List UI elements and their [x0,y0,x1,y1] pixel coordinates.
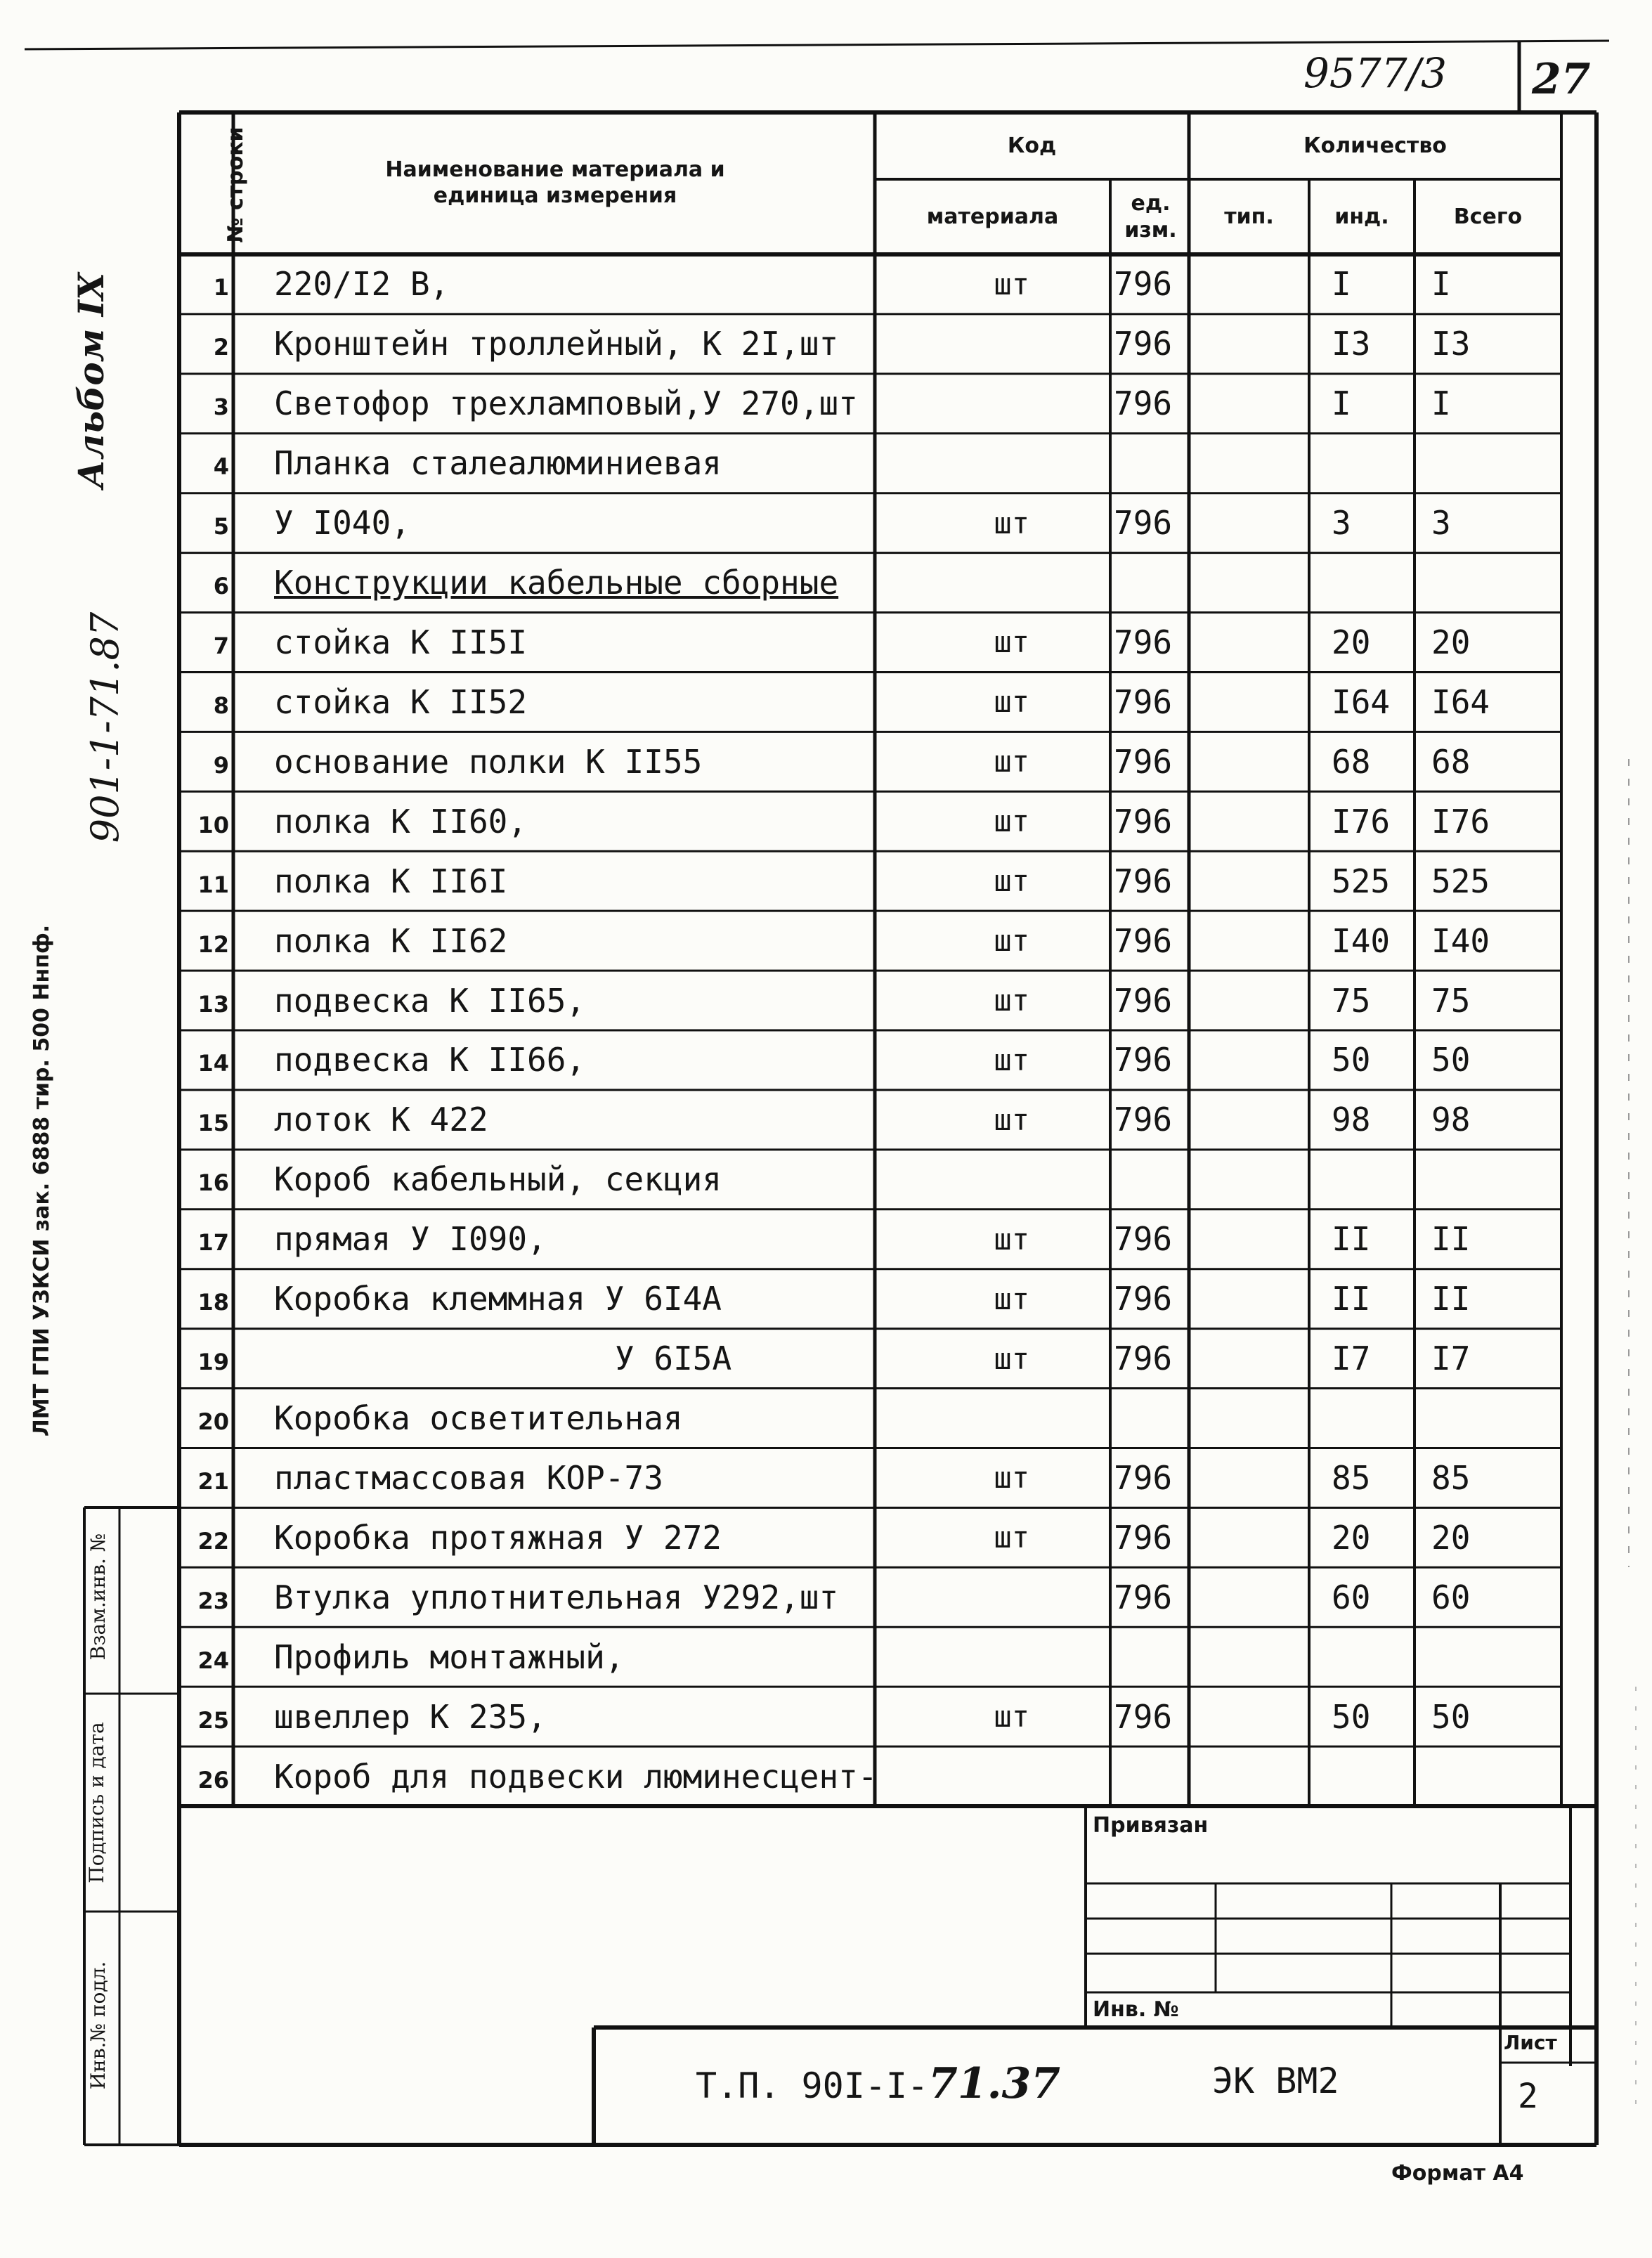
material-unit [812,1150,1029,1209]
material-name: полка К II62 [274,921,508,960]
row-number: 19 [197,1349,229,1376]
unit-code: 796 [1114,1458,1173,1497]
unit-code: 796 [1114,384,1173,423]
table-row [179,314,1561,374]
quantity-total: I [1431,265,1451,304]
material-name: полка К II6I [274,862,508,900]
quantity-individual [1332,1746,1412,1806]
material-unit: шт [994,1221,1029,1257]
material-unit: шт [994,684,1029,720]
material-unit [812,1389,1029,1448]
table-row [179,613,1561,673]
quantity-total [1431,1389,1544,1448]
table-row [179,1627,1561,1687]
material-name: подвеска К II66, [274,1041,586,1079]
table-row [179,1448,1561,1507]
material-name: Профиль монтажный, [274,1637,625,1676]
material-unit: шт [994,505,1029,540]
row-number: 4 [213,453,229,481]
material-name: лоток К 422 [274,1101,488,1139]
quantity-total [1431,1627,1544,1687]
side-stamp-replacement: Взам.инв. № [86,1533,110,1661]
material-name: Втулка уплотнительная У292,шт [274,1578,839,1616]
unit-code: 796 [1114,325,1173,363]
header-qty-ind: инд. [1334,204,1389,229]
quantity-individual: 3 [1332,504,1351,543]
material-name: стойка К II52 [274,682,528,721]
row-number: 15 [197,1110,229,1137]
album-label: Альбом IX [70,273,112,488]
document-number: 9577/3 [1303,49,1448,97]
quantity-total: II [1431,1280,1471,1318]
table-row [179,434,1561,493]
quantity-individual: II [1332,1280,1371,1318]
material-name: Коробка протяжная У 272 [274,1518,722,1557]
quantity-individual [1332,1627,1412,1687]
quantity-individual: I [1332,384,1351,423]
row-number: 20 [197,1408,229,1435]
stamp-sheet-label: Лист [1504,2031,1557,2054]
row-number: 6 [213,573,229,600]
quantity-individual: I3 [1332,325,1371,363]
format-label: Формат А4 [1391,2161,1524,2186]
table-row [179,1389,1561,1448]
quantity-total: 60 [1431,1578,1471,1616]
unit-code: 796 [1114,623,1173,661]
quantity-individual: 98 [1332,1101,1371,1139]
unit-code: 796 [1114,742,1173,781]
quantity-total: 20 [1431,623,1471,661]
table-row [179,1746,1561,1806]
unit-code: 796 [1114,1339,1173,1378]
quantity-total: 50 [1431,1697,1471,1736]
material-name: Конструкции кабельные сборные [274,564,839,602]
material-name: основание полки К II55 [274,742,703,781]
unit-code: 796 [1114,862,1173,900]
material-unit [812,1746,1029,1806]
stamp-privyazan: Привязан [1093,1813,1209,1838]
material-unit: шт [994,266,1029,301]
page-number: 27 [1532,55,1591,104]
row-number: 26 [197,1766,229,1793]
material-unit: шт [994,1699,1029,1734]
quantity-individual: I7 [1332,1339,1371,1378]
material-unit: шт [994,1341,1029,1376]
stamp-sheet-number: 2 [1518,2077,1538,2116]
table-row [179,1209,1561,1269]
material-name: полка К II60, [274,802,528,841]
header-quantity: Количество [1303,133,1447,158]
stamp-sheet-code: ЭК ВМ2 [1212,2061,1339,2101]
unit-code: 796 [1114,802,1173,841]
unit-code [1114,1150,1184,1209]
material-name: подвеска К II65, [274,981,586,1020]
material-name: Планка сталеалюминиевая [274,444,722,483]
table-row [179,1030,1561,1090]
material-name: пластмассовая КОР-73 [274,1458,663,1497]
quantity-individual: 50 [1332,1041,1371,1079]
row-number: 2 [213,334,229,361]
quantity-individual: I64 [1332,682,1391,721]
quantity-individual: 75 [1332,981,1371,1020]
material-unit: шт [994,804,1029,839]
table-row [179,851,1561,911]
material-name: стойка К II5I [274,623,528,661]
table-row [179,911,1561,971]
unit-code: 796 [1114,1578,1173,1616]
table-row [179,1687,1561,1746]
material-unit: шт [994,744,1029,779]
header-name: Наименование материала и единица измерения [385,157,725,208]
row-number: 13 [197,990,229,1018]
row-number: 21 [197,1467,229,1495]
header-qty-total: Всего [1453,204,1523,229]
quantity-total: 75 [1431,981,1471,1020]
unit-code [1114,434,1184,493]
row-number: 24 [197,1647,229,1674]
quantity-total: 525 [1431,862,1490,900]
unit-code [1114,1746,1184,1806]
material-name: Короб кабельный, секция [274,1160,722,1199]
table-row [179,672,1561,732]
material-unit: шт [994,1102,1029,1137]
row-number: 22 [197,1527,229,1555]
table-row [179,1150,1561,1209]
table-row [179,493,1561,553]
unit-code [1114,553,1184,613]
unit-code [1114,1389,1184,1448]
material-unit: шт [994,625,1029,660]
material-name: 220/I2 В, [274,265,450,304]
row-number: 3 [213,394,229,421]
quantity-total: I [1431,384,1451,423]
quantity-total: II [1431,1220,1471,1259]
quantity-total: 85 [1431,1458,1471,1497]
table-row [179,1507,1561,1567]
quantity-total: 68 [1431,742,1471,781]
material-unit: шт [994,1520,1029,1555]
quantity-individual [1332,1150,1412,1209]
stamp-title-prefix: Т.П. 90I-I- [696,2065,929,2106]
table-row [179,374,1561,434]
unit-code [1114,1627,1184,1687]
material-unit: шт [994,923,1029,959]
row-number: 10 [197,811,229,838]
material-unit: шт [994,864,1029,899]
table-row [179,1090,1561,1150]
row-number: 7 [213,632,229,659]
material-name: швеллер К 235, [274,1697,547,1736]
header-row-number: № строки [223,126,248,243]
print-order-info: ЛМТ ГПИ УЗКСИ зак. 6888 тир. 500 Ннпф. [30,924,54,1437]
quantity-individual: 60 [1332,1578,1371,1616]
quantity-total [1431,553,1544,613]
quantity-individual: I [1332,265,1351,304]
material-name: Светофор трехламповый,У 270,шт [274,384,858,423]
row-number: 11 [197,871,229,898]
quantity-individual: 20 [1332,1518,1371,1557]
quantity-individual: 85 [1332,1458,1371,1497]
table-row [179,1329,1561,1389]
material-unit [812,553,1029,613]
quantity-total: 50 [1431,1041,1471,1079]
unit-code: 796 [1114,1101,1173,1139]
side-stamp-signature: Подпись и дата [85,1722,108,1883]
table-row [179,791,1561,851]
quantity-total: I7 [1431,1339,1471,1378]
quantity-total: 3 [1431,504,1451,543]
material-name: прямая У I090, [274,1220,547,1259]
row-number: 14 [197,1050,229,1077]
table-row [179,732,1561,791]
header-unit-code: ед. изм. [1124,191,1177,242]
material-unit: шт [994,1042,1029,1077]
unit-code: 796 [1114,921,1173,960]
table-row [179,1567,1561,1627]
quantity-individual: 50 [1332,1697,1371,1736]
row-number: 23 [197,1587,229,1614]
unit-code: 796 [1114,1280,1173,1318]
quantity-individual: 68 [1332,742,1371,781]
table-row [179,254,1561,314]
material-unit [812,1567,1029,1627]
side-stamp-original-inventory: Инв.№ подл. [86,1961,110,2090]
header-code-material: материала [926,204,1059,229]
material-name: У 6I5А [615,1339,732,1378]
quantity-individual: 20 [1332,623,1371,661]
material-unit [812,1627,1029,1687]
row-number: 25 [197,1706,229,1734]
material-name: Короб для подвески люминесцент- [274,1757,878,1796]
quantity-total: I64 [1431,682,1490,721]
unit-code: 796 [1114,265,1173,304]
quantity-total [1431,1746,1544,1806]
quantity-individual: II [1332,1220,1371,1259]
row-number: 8 [213,692,229,719]
material-name: Коробка клеммная У 6I4А [274,1280,722,1318]
quantity-total [1431,1150,1544,1209]
quantity-total: I76 [1431,802,1490,841]
row-number: 16 [197,1169,229,1197]
row-number: 18 [197,1289,229,1316]
material-name: У I040, [274,504,410,543]
quantity-total: I40 [1431,921,1490,960]
material-unit: шт [994,1460,1029,1495]
row-number: 17 [197,1229,229,1257]
table-row [179,971,1561,1030]
stamp-title [696,2059,1060,2108]
row-number: 12 [197,930,229,958]
stamp-inventory-number: Инв. № [1093,1997,1179,2022]
quantity-total [1431,434,1544,493]
quantity-total: I3 [1431,325,1471,363]
material-name: Коробка осветительная [274,1399,683,1437]
unit-code: 796 [1114,504,1173,543]
material-unit [812,434,1029,493]
material-unit [812,314,1029,374]
row-number: 5 [213,513,229,540]
row-number: 9 [213,751,229,779]
quantity-total: 98 [1431,1101,1471,1139]
header-code: Код [1007,133,1057,158]
material-unit [812,374,1029,434]
table-row [179,553,1561,613]
unit-code: 796 [1114,981,1173,1020]
quantity-individual: I40 [1332,921,1391,960]
table-row [179,1269,1561,1329]
material-unit: шт [994,983,1029,1018]
stamp-title-handwritten: 71.37 [928,2059,1061,2108]
header-qty-typ: тип. [1224,204,1274,229]
unit-code: 796 [1114,1220,1173,1259]
material-name: Кронштейн троллейный, К 2I,шт [274,325,839,363]
material-unit: шт [994,1281,1029,1316]
unit-code: 796 [1114,1518,1173,1557]
quantity-total: 20 [1431,1518,1471,1557]
unit-code: 796 [1114,1041,1173,1079]
row-number: 1 [213,274,229,301]
quantity-individual [1332,1389,1412,1448]
quantity-individual [1332,553,1412,613]
quantity-individual: 525 [1332,862,1391,900]
quantity-individual: I76 [1332,802,1391,841]
unit-code: 796 [1114,682,1173,721]
unit-code: 796 [1114,1697,1173,1736]
series-label: 901-1-71.87 [83,611,127,843]
quantity-individual [1332,434,1412,493]
